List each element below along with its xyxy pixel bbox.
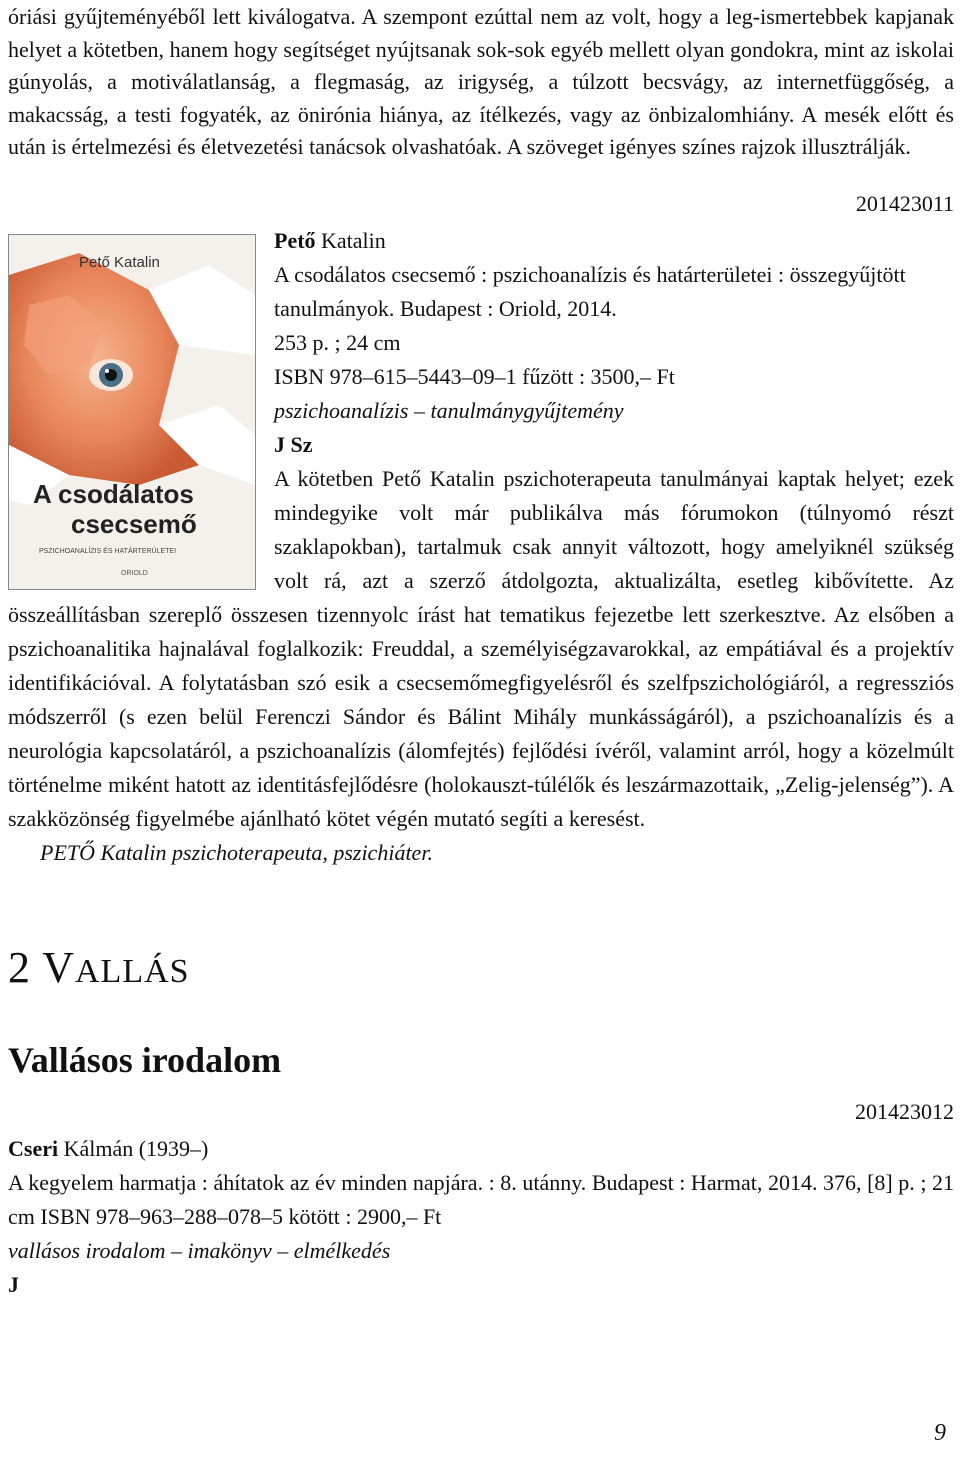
entry-description: A kegyelem harmatja : áhítatok az év minden napjára. : 8. utánny. Budapest : Harmat, 2014. 376, [8] p. ; 21 cm ISBN 978–963–288–078–5 kötött : 2900,– Ft xyxy=(8,1169,954,1229)
author-first-name: Katalin xyxy=(321,227,386,253)
chapter-number: 2 xyxy=(8,942,31,992)
document-page xyxy=(8,0,954,1302)
chapter-first-letter: V xyxy=(42,942,75,992)
entry-annotation: A kötetben Pető Katalin pszichoterapeuta tanulmányai kaptak helyet; ezek mindegyike volt már publikálva más fórumokon (túlnyomó részt szaklapokban), tartalmuk csak annyit változott, hogy amelyiknél szükség volt rá, azt a szerző átdolgozta, aktualizálta, esetleg kibővítette. Az összeállításban szereplő összesen tizennyolc írást hat tematikus fejezetbe lett szerkesztve. Az elsőben a pszichoanalitika hajnalával foglalkozik: Freuddal, a személyiségzavarokkal, az empátiával és a projektív identifikációval. A folytatásban szó esik a csecsemőmegfigyelésről és szelfpszichológiáról, a regressziós módszerről (s ezen belül Ferenczi Sándor és Bálint Mihály munkásságáról), a pszichoanalízis és a neurológia kapcsolatáról, a pszichoanalízis (álomfejtés) fejlődési ívéről, valamint arról, hogy a közelmúlt történelme miként hatott az identitásfejlődésre (holokauszt-túlélők és leszármazottaik, „Zelig-jelenség”). A szakközönség figyelmébe ajánlható kötet végén mutató segíti a keresést. xyxy=(8,465,954,831)
entry-subjects: vallásos irodalom – imakönyv – elmélkedés xyxy=(8,1237,391,1263)
section-heading: Vallásos irodalom xyxy=(8,1039,282,1080)
cover-author: Pető Katalin xyxy=(79,253,160,271)
entry-subjects: pszichoanalízis – tanulmánygyűjtemény xyxy=(274,397,624,423)
entry-title: A csodálatos csecsemő : pszichoanalízis és határterületei : összegyűjtött tanulmányok. Budapest : Oriold, 2014. xyxy=(274,261,906,321)
cover-title-line-1: A csodálatos xyxy=(33,478,194,509)
entry-author-note: PETŐ Katalin pszichoterapeuta, pszichiáter. xyxy=(40,839,433,865)
entry-block xyxy=(8,224,954,870)
book-cover-image xyxy=(8,234,256,590)
author-last-name: Cseri xyxy=(8,1135,59,1161)
entry-isbn: ISBN 978–615–5443–09–1 fűzött : 3500,– Ft xyxy=(274,363,675,389)
entry-number: 201423011 xyxy=(855,190,954,216)
author-last-name: Pető xyxy=(274,227,316,253)
cover-publisher: ORIOLD xyxy=(121,569,148,577)
entry-pages: 253 p. ; 24 cm xyxy=(274,329,401,355)
page-number: 9 xyxy=(934,1420,946,1446)
entry-number: 201423012 xyxy=(855,1098,954,1124)
chapter-heading xyxy=(8,942,954,998)
cover-illustration xyxy=(9,235,255,589)
intro-paragraph: óriási gyűjteményéből lett kiválogatva. A szempont ezúttal nem az volt, hogy a leg-ismertebbek kapjanak helyet a kötetben, hanem hogy segítséget nyújtsanak sok-sok egyéb mellett olyan gondokra, mint az iskolai gúnyolás, a motiválatlanság, a flegmaság, az irigység, a túlzott becsvágy, az internetfüggőség, a makacsság, a testi fogyaték, az önirónia hiánya, az ítélkezés, vagy az önbizalomhiány. A mesék előtt és után is értelmezési és életvezetési tanácsok olvashatóak. A szöveget igényes színes rajzok illusztrálják. xyxy=(8,4,954,159)
entry-author xyxy=(8,1132,954,1166)
entry-code: J xyxy=(8,1271,19,1297)
author-first-name: Kálmán (1939–) xyxy=(63,1135,209,1161)
cover-subtitle: PSZICHOANALÍZIS ÉS HATÁRTERÜLETEI xyxy=(39,547,177,555)
chapter-title-rest: ALLÁS xyxy=(75,952,190,990)
entry-code: J Sz xyxy=(274,431,313,457)
cover-title-line-2: csecsemő xyxy=(71,508,197,539)
